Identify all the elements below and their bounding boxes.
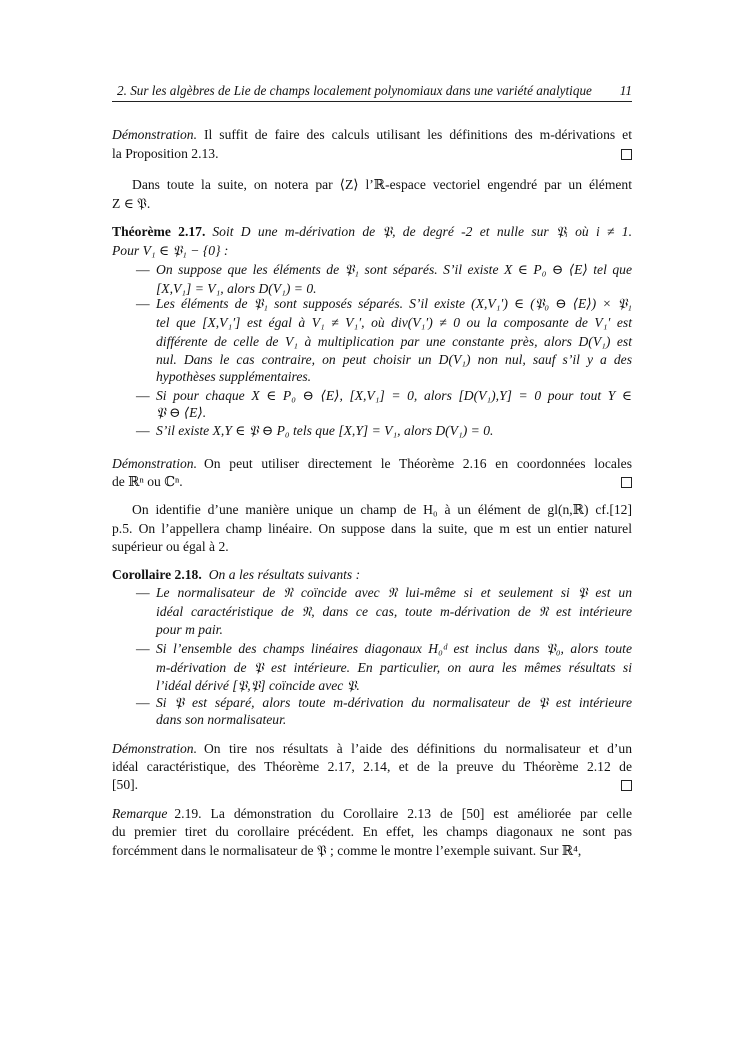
text-line: Pour V₁ ∈ 𝔓₁ − {0} : [112,243,229,258]
text-line: On suppose que les éléments de 𝔓₁ sont séparés. S’il existe X ∈ P₀ ⊖ ⟨E⟩ tel que [156,262,632,277]
proof-line [112,126,632,144]
list-item-line [156,603,632,621]
para-line [112,538,632,556]
list-item-line [156,711,632,729]
list-dash: — [136,641,150,656]
list-item-line [156,404,632,422]
text-line: Si 𝔓 est séparé, alors toute m-dérivation du normalisateur de 𝔓 est intérieure [156,695,632,710]
text-line: [50]. [112,777,139,792]
text-line: On a les résultats suivants : [208,567,361,582]
qed-square-icon [621,149,632,160]
para-line [112,176,632,194]
text-line: Les éléments de 𝔓₁ sont supposés séparés. S’il existe (X,V₁′) ∈ (𝔓₀ ⊖ ⟨E⟩) × 𝔓₁ [156,296,632,311]
list-item-line [156,677,632,695]
para-line [112,195,632,213]
list-item-line [136,694,632,712]
text-line: de ℝⁿ ou ℂⁿ. [112,474,183,489]
page-number: 11 [619,83,632,98]
theorem-label: Théorème 2.17. [112,224,206,239]
text-line: pour m pair. [156,622,223,637]
remark-label: Remarque [112,806,168,821]
remark-line [112,823,632,841]
text-line: forcémment dans le normalisateur de 𝔓 ; comme le montre l’exemple suivant. Sur ℝ⁴, [112,843,582,858]
list-item-line [136,422,632,440]
list-dash: — [136,296,150,311]
proof-line [112,455,632,473]
remark-line [112,805,632,823]
text-line: différente de celle de V₁ à multiplication par une constante près, alors D(V₁) est [156,334,632,349]
proof-line [112,740,632,758]
proof-line [112,473,632,491]
list-dash: — [136,423,150,438]
text-line: hypothèses supplémentaires. [156,369,312,384]
list-dash: — [136,262,150,277]
list-item-line [136,295,632,313]
qed-square-icon [621,780,632,791]
text-line: p.5. On l’appellera champ linéaire. On suppose dans la suite, que m est un entier naturel [112,521,632,536]
running-header-title: 2. Sur les algèbres de Lie de champs localement polynomiaux dans une variété analytique [117,83,592,98]
text-line: Z ∈ 𝔓. [112,196,151,211]
list-dash: — [136,388,150,403]
list-item-line [156,333,632,351]
para-line [112,501,632,519]
text-line: tel que [X,V₁′] est égal à V₁ ≠ V₁′, où div(V₁′) ≠ 0 ou la composante de V₁′ est [156,315,632,330]
text-line: supérieur ou égal à 2. [112,539,229,554]
text-line: On peut utiliser directement le Théorème 2.16 en coordonnées locales [203,456,632,471]
list-item-line [136,640,632,658]
text-line: On tire nos résultats à l’aide des définitions du normalisateur et d’un [203,741,632,756]
list-item-line [156,368,632,386]
list-dash: — [136,585,150,600]
text-line: l’idéal dérivé [𝔓,𝔓] coïncide avec 𝔓. [156,678,360,693]
text-line: On identifie d’une manière unique un champ de H₀ à un élément de gl(n,ℝ) cf.[12] [132,502,632,517]
text-line: Soit D une m-dérivation de 𝔓, de degré -2 et nulle sur 𝔓ᵢ où i ≠ 1. [212,224,632,239]
text-line: 2.19. La démonstration du Corollaire 2.13 de [50] est améliorée par celle [174,806,632,821]
text-line: idéal caractéristique, des Théorème 2.17, 2.14, et de la preuve du Théorème 2.12 de [112,759,632,774]
proof-line [112,758,632,776]
text-line: idéal caractéristique de 𝔑, dans ce cas, toute m-dérivation de 𝔑 est intérieure [156,604,632,619]
proof-label: Démonstration. [112,456,197,471]
text-line: Si l’ensemble des champs linéaires diagonaux H₀ᵈ est inclus dans 𝔓₀, alors toute [156,641,632,656]
running-header [117,83,632,101]
list-item-line [136,261,632,279]
list-item-line [136,584,632,602]
proof-label: Démonstration. [112,127,197,142]
list-item-line [156,621,632,639]
header-rule [112,101,632,102]
list-item-line [136,387,632,405]
theorem-line [112,223,632,241]
text-line: du premier tiret du corollaire précédent. En effet, les champs diagonaux ne sont pas [112,824,632,839]
proof-line [112,145,632,163]
text-line: m-dérivation de 𝔓 est intérieure. En particulier, on aura les mêmes résultats si [156,660,632,675]
text-line: Le normalisateur de 𝔑 coïncide avec 𝔑 lui-même si et seulement si 𝔓 est un [156,585,632,600]
list-dash: — [136,695,150,710]
text-line: Il suffit de faire des calculs utilisant les définitions des m-dérivations et [203,127,632,142]
list-item-line [156,659,632,677]
theorem-line [112,242,632,260]
text-line: dans son normalisateur. [156,712,287,727]
list-item-line [156,351,632,369]
corollary-label: Corollaire 2.18. [112,567,202,582]
text-line: 𝔓 ⊖ ⟨E⟩. [156,405,207,420]
text-line: Si pour chaque X ∈ P₀ ⊖ ⟨E⟩, [X,V₁] = 0, alors [D(V₁),Y] = 0 pour tout Y ∈ [156,388,632,403]
text-line: nul. Dans le cas contraire, on peut choisir un D(V₁) non nul, sauf s’il y a des [156,352,632,367]
para-line [112,520,632,538]
proof-label: Démonstration. [112,741,197,756]
text-line: [X,V₁] = V₁, alors D(V₁) = 0. [156,281,317,296]
text-line: S’il existe X,Y ∈ 𝔓 ⊖ P₀ tels que [X,Y] = V₁, alors D(V₁) = 0. [156,423,494,438]
text-line: Dans toute la suite, on notera par ⟨Z⟩ l’ℝ-espace vectoriel engendré par un élément [132,177,632,192]
proof-line [112,776,632,794]
corollary-line [112,566,632,584]
remark-line [112,842,632,860]
list-item-line [156,314,632,332]
qed-square-icon [621,477,632,488]
text-line: la Proposition 2.13. [112,146,219,161]
